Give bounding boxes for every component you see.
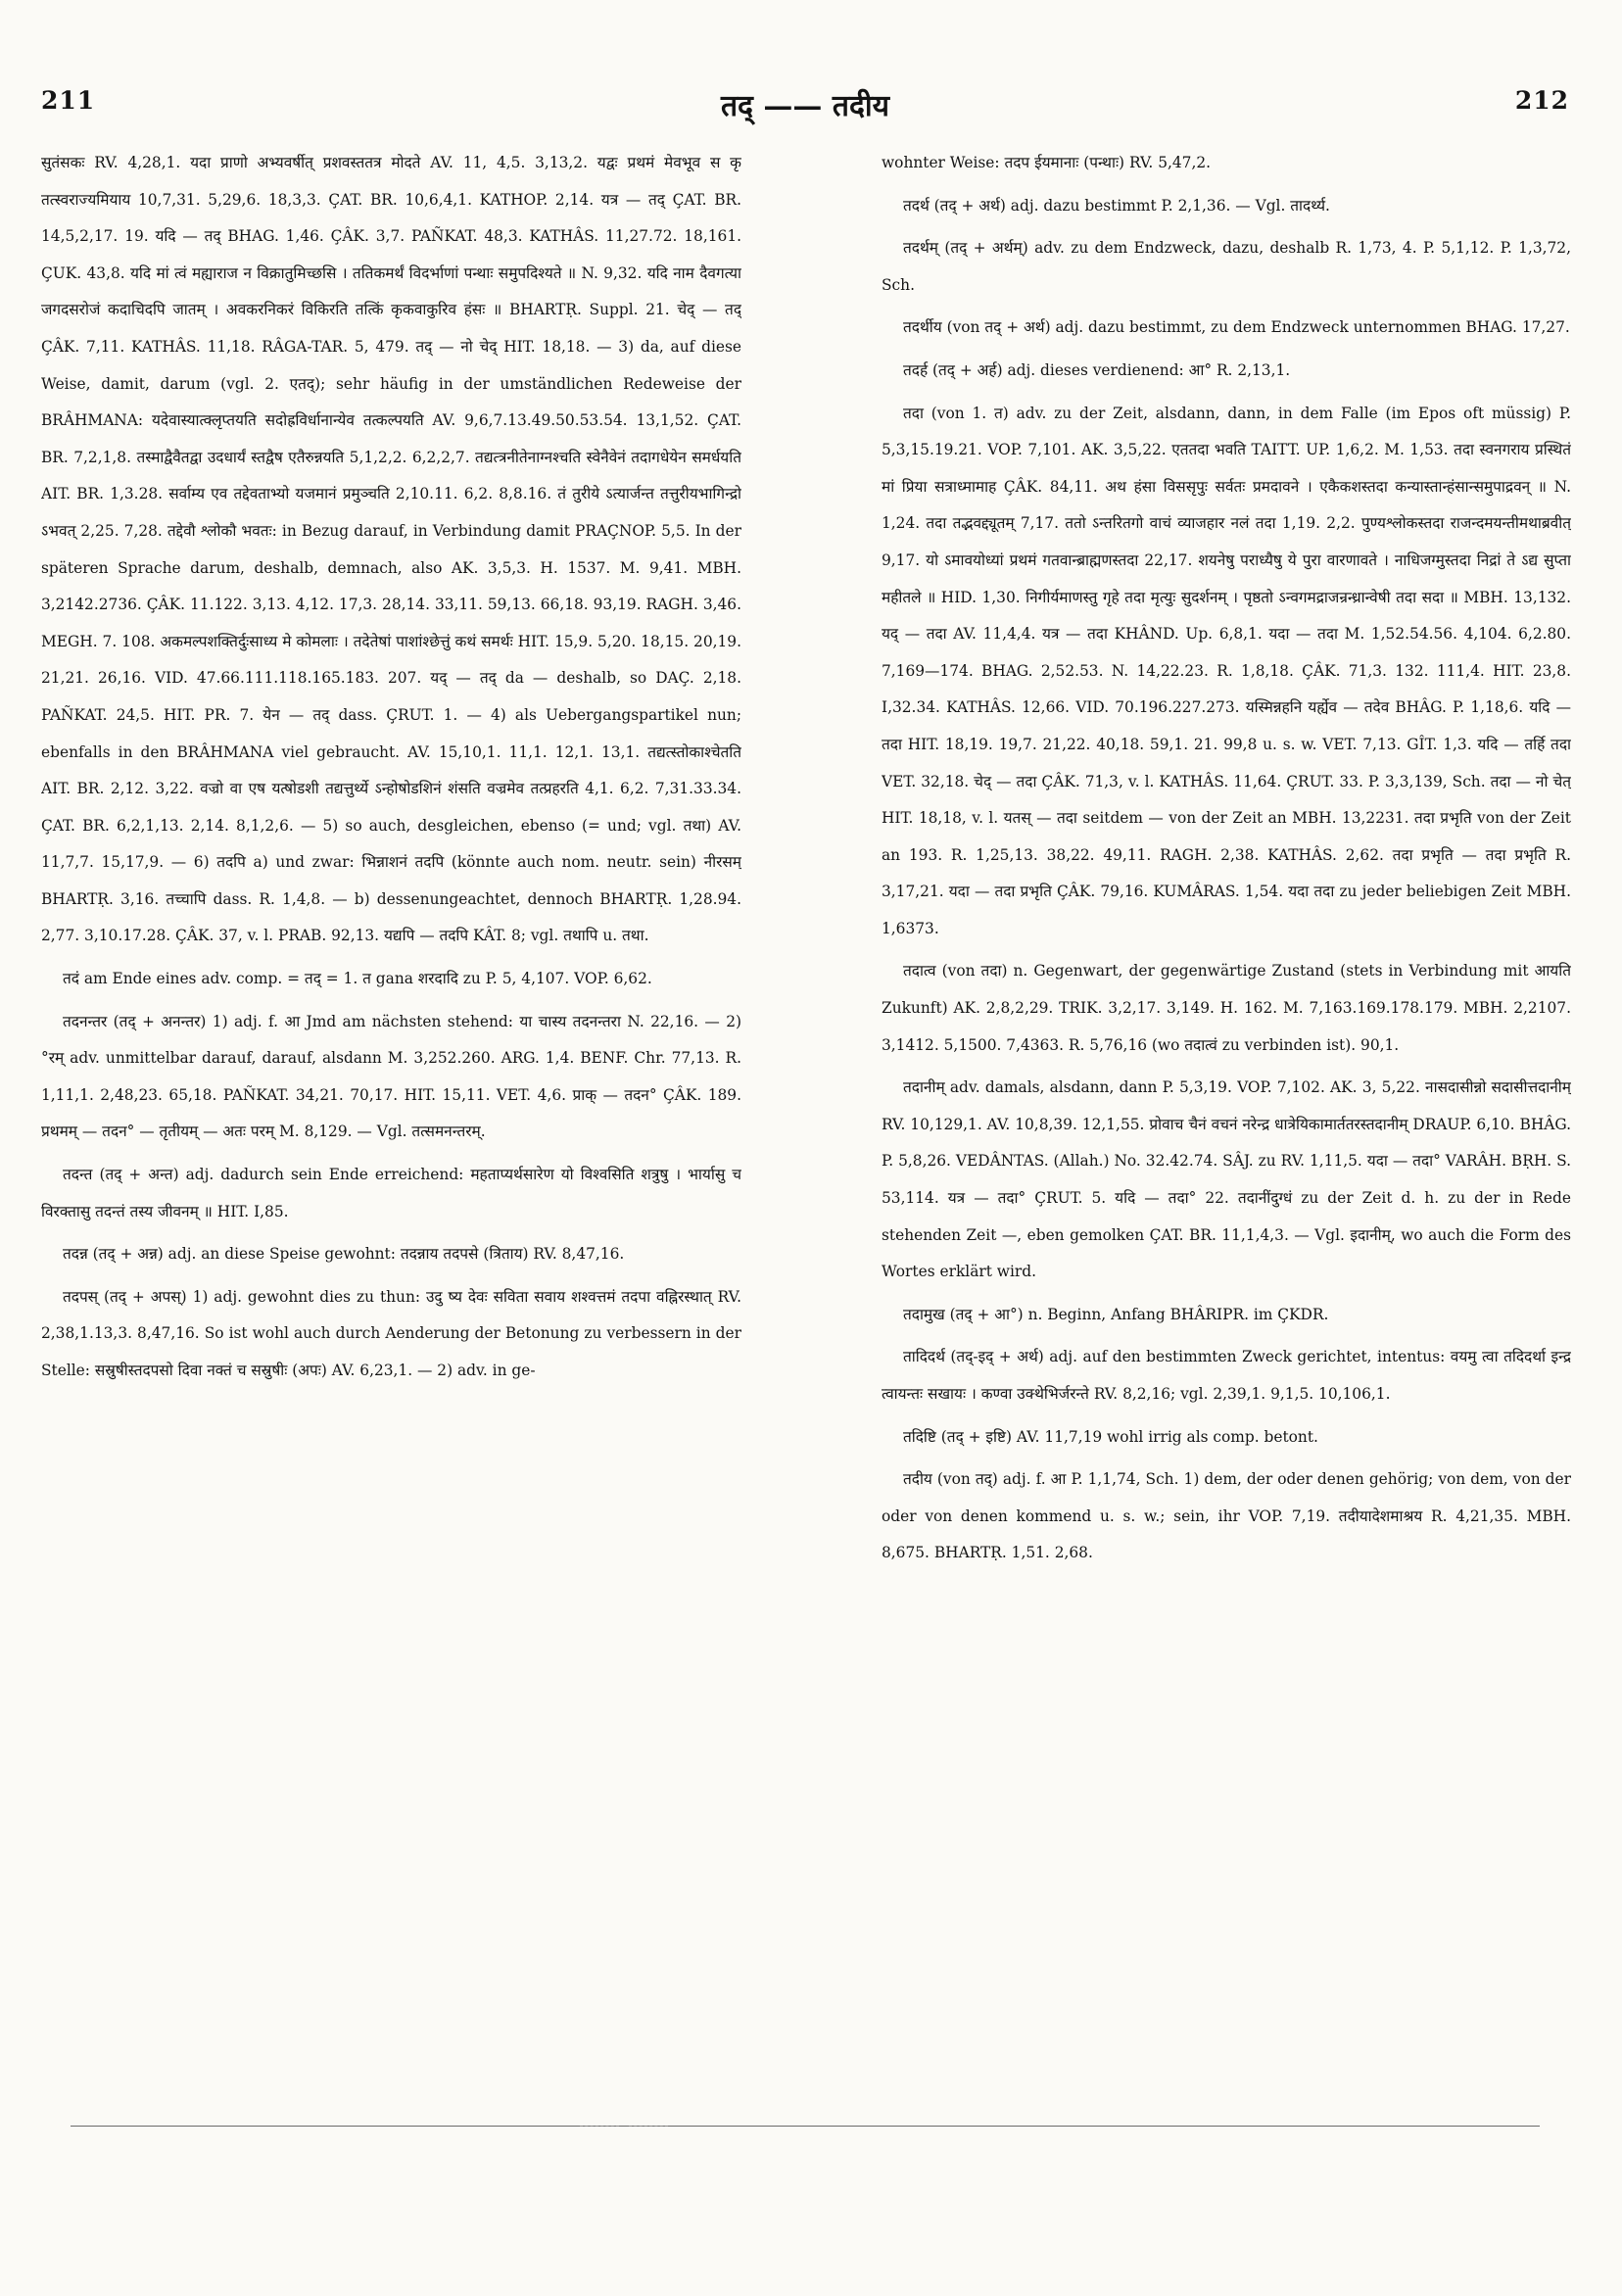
dictionary-entry: तदीय (von तद्) adj. f. आ P. 1,1,74, Sch. 1) dem, der oder denen gehörig; von dem, von der oder von denen kommend u. s. w.; sein, ihr VOP. 7,19. तदीयादेशमाश्रय R. 4,21,35. MBH. 8,675. BHARTṚ. 1,51. 2,68. — [882, 1470, 1571, 1562]
page-number-right: 212 — [1514, 86, 1569, 115]
dictionary-entry: तदपस् (तद् + अपस्) 1) adj. gewohnt dies zu thun: उदु ष्य देवः सविता सवाय शश्वत्तमं तदपा वह्निरस्थात् RV. 2,38,1.13,3. 8,47,16. So ist wohl auch durch Aenderung der Betonung zu verbessern in der Stelle: सस्रुषीस्तदपसो दिवा नक्तं च सस्रुषीः (अपः) AV. 6,23,1. — 2) adv. in ge- — [41, 1287, 741, 1379]
footer-dash — [580, 2126, 619, 2127]
dictionary-entry: तदर्थीय (von तद् + अर्थ) adj. dazu bestimmt, zu dem Endzweck unternommen BHAG. 17,27. — [903, 318, 1570, 337]
dictionary-entry: तदन्त (तद् + अन्त) adj. dadurch sein Ende erreichend: महताप्यर्थसारेण यो विश्वसिति शत्रुषु । भार्यासु च विरक्तासु तदन्तं तस्य जीवनम् ॥ HIT. I,85. — [41, 1166, 741, 1220]
dictionary-entry: तदानीम् adv. damals, alsdann, dann P. 5,3,19. VOP. 7,102. AK. 3, 5,22. नासदासीन्नो सदासीत्तदानीम् RV. 10,129,1. AV. 10,8,39. 12,1,55. प्रोवाच चैनं वचनं नरेन्द्र धात्रेयिकामार्ततरस्तदानीम् DRAUP. 6,10. BHÂG. P. 5,8,26. VEDÂNTAS. (Allah.) No. 32.42.74. SÂJ. zu RV. 1,11,5. यदा — तदा° VARÂH. BṚH. S. 53,114. यत्र — तदा° ÇRUT. 5. यदि — तदा° 22. तदानींदुग्धं zu der Zeit d. h. zu der in Rede stehenden Zeit —, eben gemolken ÇAT. BR. 11,1,4,3. — Vgl. इदानीम्, wo auch die Form des Wortes erklärt wird. — [882, 1078, 1571, 1281]
continued-paragraph: wohnter Weise: तदप ईयमानाः (पन्थाः) RV. 5,47,2. — [882, 154, 1212, 171]
dictionary-entry: तदर्थ (तद् + अर्थ) adj. dazu bestimmt P. 2,1,36. — Vgl. तादर्थ्य. — [903, 196, 1330, 215]
dictionary-entry: तदा (von 1. त) adv. zu der Zeit, alsdann, dann, in dem Falle (im Epos oft müssig) P. 5,3,15.19.21. VOP. 7,101. AK. 3,5,22. एततदा भवति TAITT. UP. 1,6,2. M. 1,53. तदा स्वनगराय प्रस्थितं मां प्रिया सत्राध्मामाह ÇÂK. 84,11. अथ हंसा विससृपुः सर्वतः प्रमदावने । एकैकशस्तदा कन्यास्तान्हंसान्समुपाद्रवन् ॥ N. 1,24. तदा तद्भवद्द्यूतम् 7,17. ततो ऽन्तरितगो वाचं व्याजहार नलं तदा 1,19. 2,2. पुण्यश्लोकस्तदा राजन्दमयन्तीमथाब्रवीत् 9,17. यो ऽमावयोध्यां प्रथमं गतवान्ब्राह्मणस्तदा 22,17. शयनेषु पराध्यैषु ये पुरा वारणावते । नाधिजग्मुस्तदा निद्रां ते ऽद्य सुप्ता महीतले ॥ HID. 1,30. निगीर्यमाणस्तु गृहे तदा मृत्युः सुदर्शनम् । पृष्ठतो ऽन्वगमद्राजन्रन्ध्रान्वेषी तदा सदा ॥ MBH. 13,132. यद् — तदा AV. 11,4,4. यत्र — तदा KHÂND. Up. 6,8,1. यदा — तदा M. 1,52.54.56. 4,104. 6,2.80. 7,169—174. BHAG. 2,52.53. N. 14,22.23. R. 1,8,18. ÇÂK. 71,3. 132. 111,4. HIT. 23,8. I,32.34. KATHÂS. 12,66. VID. 70.196.227.273. यस्मिन्नहनि यर्ह्येव — तदेव BHÂG. P. 1,18,6. यदि — तदा HIT. 18,19. 19,7. 21,22. 40,18. 59,1. 21. 99,8 u. s. w. VET. 7,13. GÎT. 1,3. यदि — तर्हि तदा VET. 32,18. चेद् — तदा ÇÂK. 71,3, v. l. KATHÂS. 11,64. ÇRUT. 33. P. 3,3,139, Sch. तदा — नो चेत् HIT. 18,18, v. l. यतस् — तदा seitdem — von der Zeit an MBH. 13,2231. तदा प्रभृति von der Zeit an 193. R. 1,25,13. 38,22. 49,11. RAGH. 2,38. KATHÂS. 2,62. तदा प्रभृति — तदा प्रभृति R. 3,17,21. यदा — तदा प्रभृति ÇÂK. 79,16. KUMÂRAS. 1,54. यदा तदा zu jeder beliebigen Zeit MBH. 1,6373. — [882, 404, 1571, 937]
dictionary-entry: तदं am Ende eines adv. comp. = तद् = 1. त gana शरदादि zu P. 5, 4,107. VOP. 6,62. — [63, 970, 652, 988]
footer-rule — [71, 2126, 1540, 2127]
dictionary-entry: तदामुख (तद् + आ°) n. Beginn, Anfang BHÂRIPR. im ÇKDR. — [903, 1305, 1329, 1323]
page-number-left: 211 — [41, 86, 96, 115]
dictionary-entry: तादिदर्थ (तद्-इद् + अर्थ) adj. auf den bestimmten Zweck gerichtet, intentus: वयमु त्वा तदिदर्था इन्द्र त्वायन्तः सखायः । कण्वा उक्थेभिर्जरन्ते RV. 8,2,16; vgl. 2,39,1. 9,1,5. 10,106,1. — [882, 1348, 1571, 1403]
continued-paragraph: सुतंसकः RV. 4,28,1. यदा प्राणो अभ्यवर्षीत् प्रशवस्ततत्र मोदते AV. 11, 4,5. 3,13,2. यद्वः प्रथमं मेवभूव स कृ तत्स्वराज्यमियाय 10,7,31. 5,29,6. 18,3,3. ÇAT. BR. 10,6,4,1. KATHOP. 2,14. यत्र — तद् ÇAT. BR. 14,5,2,17. 19. यदि — तद् BHAG. 1,46. ÇÂK. 3,7. PAÑKAT. 48,3. KATHÂS. 11,27.72. 18,161. ÇUK. 43,8. यदि मां त्वं मह्याराज न विक्रातुमिच्छसि । ततिकमर्थं विदर्भाणां पन्थाः समुपदिश्यते ॥ N. 9,32. यदि नाम दैवगत्या जगदसरोजं कदाचिदपि जातम् । अवकरनिकरं विकिरति तत्किं कृकवाकुरिव हंसः ॥ BHARTṚ. Suppl. 21. चेद् — तद् ÇÂK. 7,11. KATHÂS. 11,18. RÂGA-TAR. 5, 479. तद् — नो चेद् HIT. 18,18. — 3) da, auf diese Weise, damit, darum (vgl. 2. एतद्); sehr häufig in der umständlichen Redeweise der BRÂHMANA: यदेवास्यात्क्लृप्तयति सदोह्रविर्धानान्येव तत्कल्पयति AV. 9,6,7.13.49.50.53.54. 13,1,52. ÇAT. BR. 7,2,1,8. तस्माद्वैवैतद्वा उदधार्यं स्तद्वैष एतैरुन्नयति 5,1,2,2. 6,2,2,7. तद्यत्त्रनीतेनाग्नश्चति स्वेनैवेनं तदागधेयेन समर्धयति AIT. BR. 1,3.28. सर्वाम्य एव तद्देवताभ्यो यजमानं प्रमुञ्चति 2,10.11. 6,2. 8,8.16. तं तुरीये ऽत्यार्जन्त तत्तुरीयभागिन्द्रो ऽभवत् 2,25. 7,28. तद्देवौ श्लोकौ भवतः: in Bezug darauf, in Verbindung damit PRAÇNOP. 5,5. In der späteren Sprache darum, deshalb, demnach, also AK. 3,5,3. H. 1537. M. 9,41. MBH. 3,2142.2736. ÇÂK. 11.122. 3,13. 4,12. 17,3. 28,14. 33,11. 59,13. 66,18. 93,19. RAGH. 3,46. MEGH. 7. 108. अकमल्पशक्तिर्दुःसाध्य मे कोमलाः । तदेतेषां पाशांश्छेत्तुं कथं समर्थः HIT. 15,9. 5,20. 18,15. 20,19. 21,21. 26,16. VID. 47.66.111.118.165.183. 207. यद् — तद् da — deshalb, so DAÇ. 2,18. PAÑKAT. 24,5. HIT. PR. 7. येन — तद् dass. ÇRUT. 1. — 4) als Uebergangspartikel nun; ebenfalls in den BRÂHMANA viel gebraucht. AV. 15,10,1. 11,1. 12,1. 13,1. तद्यत्स्तोकाश्चेतति AIT. BR. 2,12. 3,22. वज्रो वा एष यत्षोडशी तद्यत्तुर्थ्ये ऽन्होषोडशिनं शंसति वज्रमेव तत्प्रहरति 4,1. 6,2. 7,31.33.34. ÇAT. BR. 6,2,1,13. 2,14. 8,1,2,6. — 5) so auch, desgleichen, ebenso (= und; vgl. तथा) AV. 11,7,7. 15,17,9. — 6) तदपि a) und zwar: भिन्नाशनं तदपि (könnte auch nom. neutr. sein) नीरसम् BHARTṚ. 3,16. तच्चापि dass. R. 1,4,8. — b) dessenungeachtet, dennoch BHARTṚ. 1,28.94. 2,77. 3,10.17.28. ÇÂK. 37, v. l. PRAB. 92,13. यद्यपि — तदपि KÂT. 8; vgl. तथापि u. तथा. — [41, 154, 741, 945]
dictionary-entry: तदिष्टि (तद् + इष्टि) AV. 11,7,19 wohl irrig als comp. betont. — [903, 1427, 1318, 1446]
page-header — [41, 86, 1569, 125]
dictionary-entry: तदर्थम् (तद् + अर्थम्) adv. zu dem Endzweck, dazu, deshalb R. 1,73, 4. P. 5,1,12. P. 1,3,72, Sch. — [882, 239, 1571, 294]
footer-dash — [629, 2126, 668, 2127]
left-column — [41, 145, 741, 2055]
dictionary-entry: तदात्व (von तदा) n. Gegenwart, der gegenwärtige Zustand (stets in Verbindung mit आयति Zukunft) AK. 2,8,2,29. TRIK. 3,2,17. 3,149. H. 162. M. 7,163.169.178.179. MBH. 2,2107. 3,1412. 5,1500. 7,4363. R. 5,76,16 (wo तदात्वं zu verbinden ist). 90,1. — [882, 962, 1571, 1054]
right-column — [882, 145, 1571, 2055]
dictionary-entry: तदनन्तर (तद् + अनन्तर) 1) adj. f. आ Jmd am nächsten stehend: या चास्य तदनन्तरा N. 22,16. — 2) °रम् adv. unmittelbar darauf, darauf, alsdann M. 3,252.260. ARG. 1,4. BENF. Chr. 77,13. R. 1,11,1. 2,48,23. 65,18. PAÑKAT. 34,21. 70,17. HIT. 15,11. VET. 4,6. प्राक् — तदन° ÇÂK. 189. प्रथमम् — तदन° — तृतीयम् — अतः परम् M. 8,129. — Vgl. तत्समनन्तरम्. — [41, 1012, 741, 1141]
dictionary-entry: तदर्ह (तद् + अर्ह) adj. dieses verdienend: आ° R. 2,13,1. — [903, 360, 1291, 379]
running-head: तद् —— तदीय — [720, 89, 890, 123]
dictionary-entry: तदन्न (तद् + अन्न) adj. an diese Speise gewohnt: तदन्नाय तदपसे (त्रिताय) RV. 8,47,16. — [63, 1245, 625, 1264]
